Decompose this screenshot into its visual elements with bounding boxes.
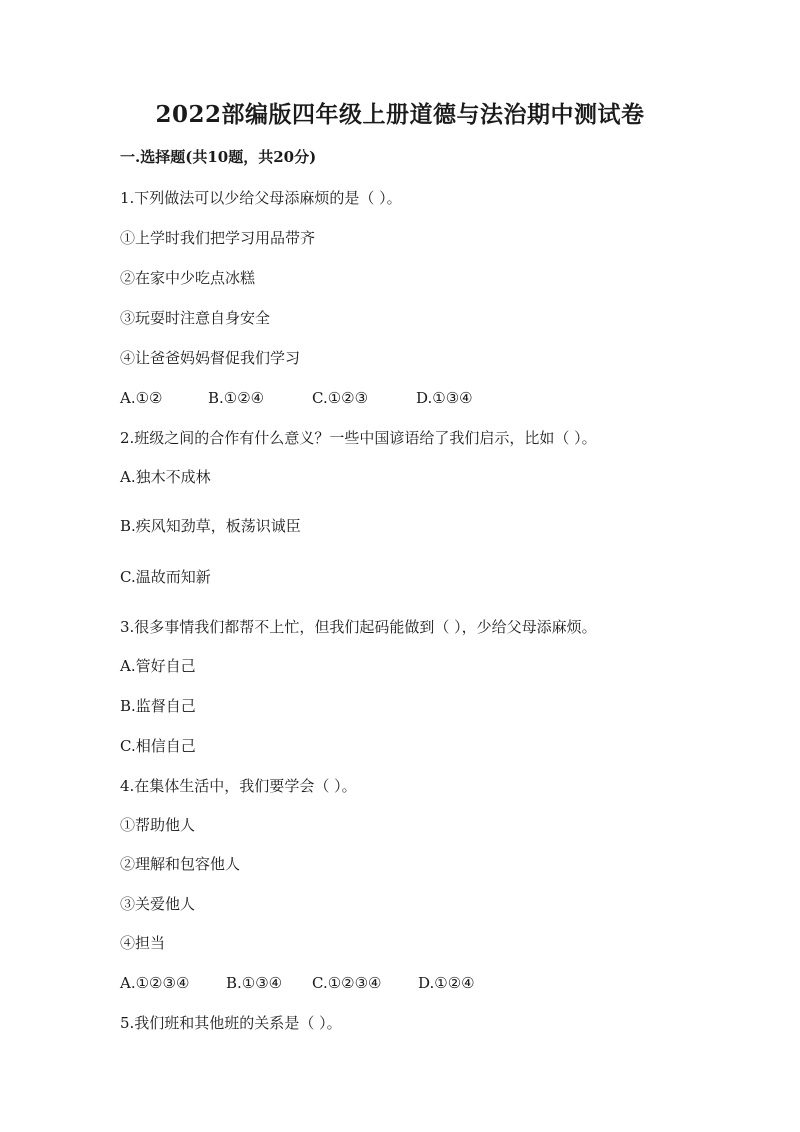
option-d: D.①②④ (418, 974, 475, 992)
question-4-item-2: ②理解和包容他人 (120, 855, 241, 873)
question-3-option-b: B.监督自己 (120, 697, 196, 715)
question-3-option-c: C.相信自己 (120, 737, 196, 755)
section-heading: 一.选择题(共10题，共20分) (120, 148, 317, 166)
option-a: A.①② (120, 389, 163, 407)
question-1-item-4: ④让爸爸妈妈督促我们学习 (120, 349, 301, 367)
option-d: D.①③④ (416, 389, 473, 407)
question-5-stem: 5.我们班和其他班的关系是（ ）。 (120, 1014, 342, 1032)
question-2-stem: 2.班级之间的合作有什么意义？一些中国谚语给了我们启示，比如（ ）。 (120, 429, 597, 447)
question-3-stem: 3.很多事情我们都帮不上忙，但我们起码能做到（ ），少给父母添麻烦。 (120, 618, 597, 636)
option-b: B.①③④ (226, 974, 283, 992)
option-a: A.①②③④ (120, 974, 190, 992)
question-1-item-2: ②在家中少吃点冰糕 (120, 269, 256, 287)
option-c: C.①②③④ (312, 974, 382, 992)
question-1-stem: 1.下列做法可以少给父母添麻烦的是（ ）。 (120, 189, 402, 207)
question-4-stem: 4.在集体生活中，我们要学会（ ）。 (120, 777, 357, 795)
question-1-options (120, 388, 720, 408)
question-2-option-c: C.温故而知新 (120, 568, 211, 586)
question-2-option-a: A.独木不成林 (120, 468, 211, 486)
question-4-item-1: ①帮助他人 (120, 816, 196, 834)
question-3-option-a: A.管好自己 (120, 657, 196, 675)
option-b: B.①②④ (208, 389, 265, 407)
page-title: 2022部编版四年级上册道德与法治期中测试卷 (155, 101, 645, 128)
question-1-item-3: ③玩耍时注意自身安全 (120, 309, 271, 327)
question-4-item-3: ③关爱他人 (120, 895, 196, 913)
question-2-option-b: B.疾风知劲草，板荡识诚臣 (120, 517, 301, 535)
question-4-options (120, 973, 720, 993)
option-c: C.①②③ (312, 389, 369, 407)
question-1-item-1: ①上学时我们把学习用品带齐 (120, 229, 316, 247)
question-4-item-4: ④担当 (120, 934, 166, 952)
